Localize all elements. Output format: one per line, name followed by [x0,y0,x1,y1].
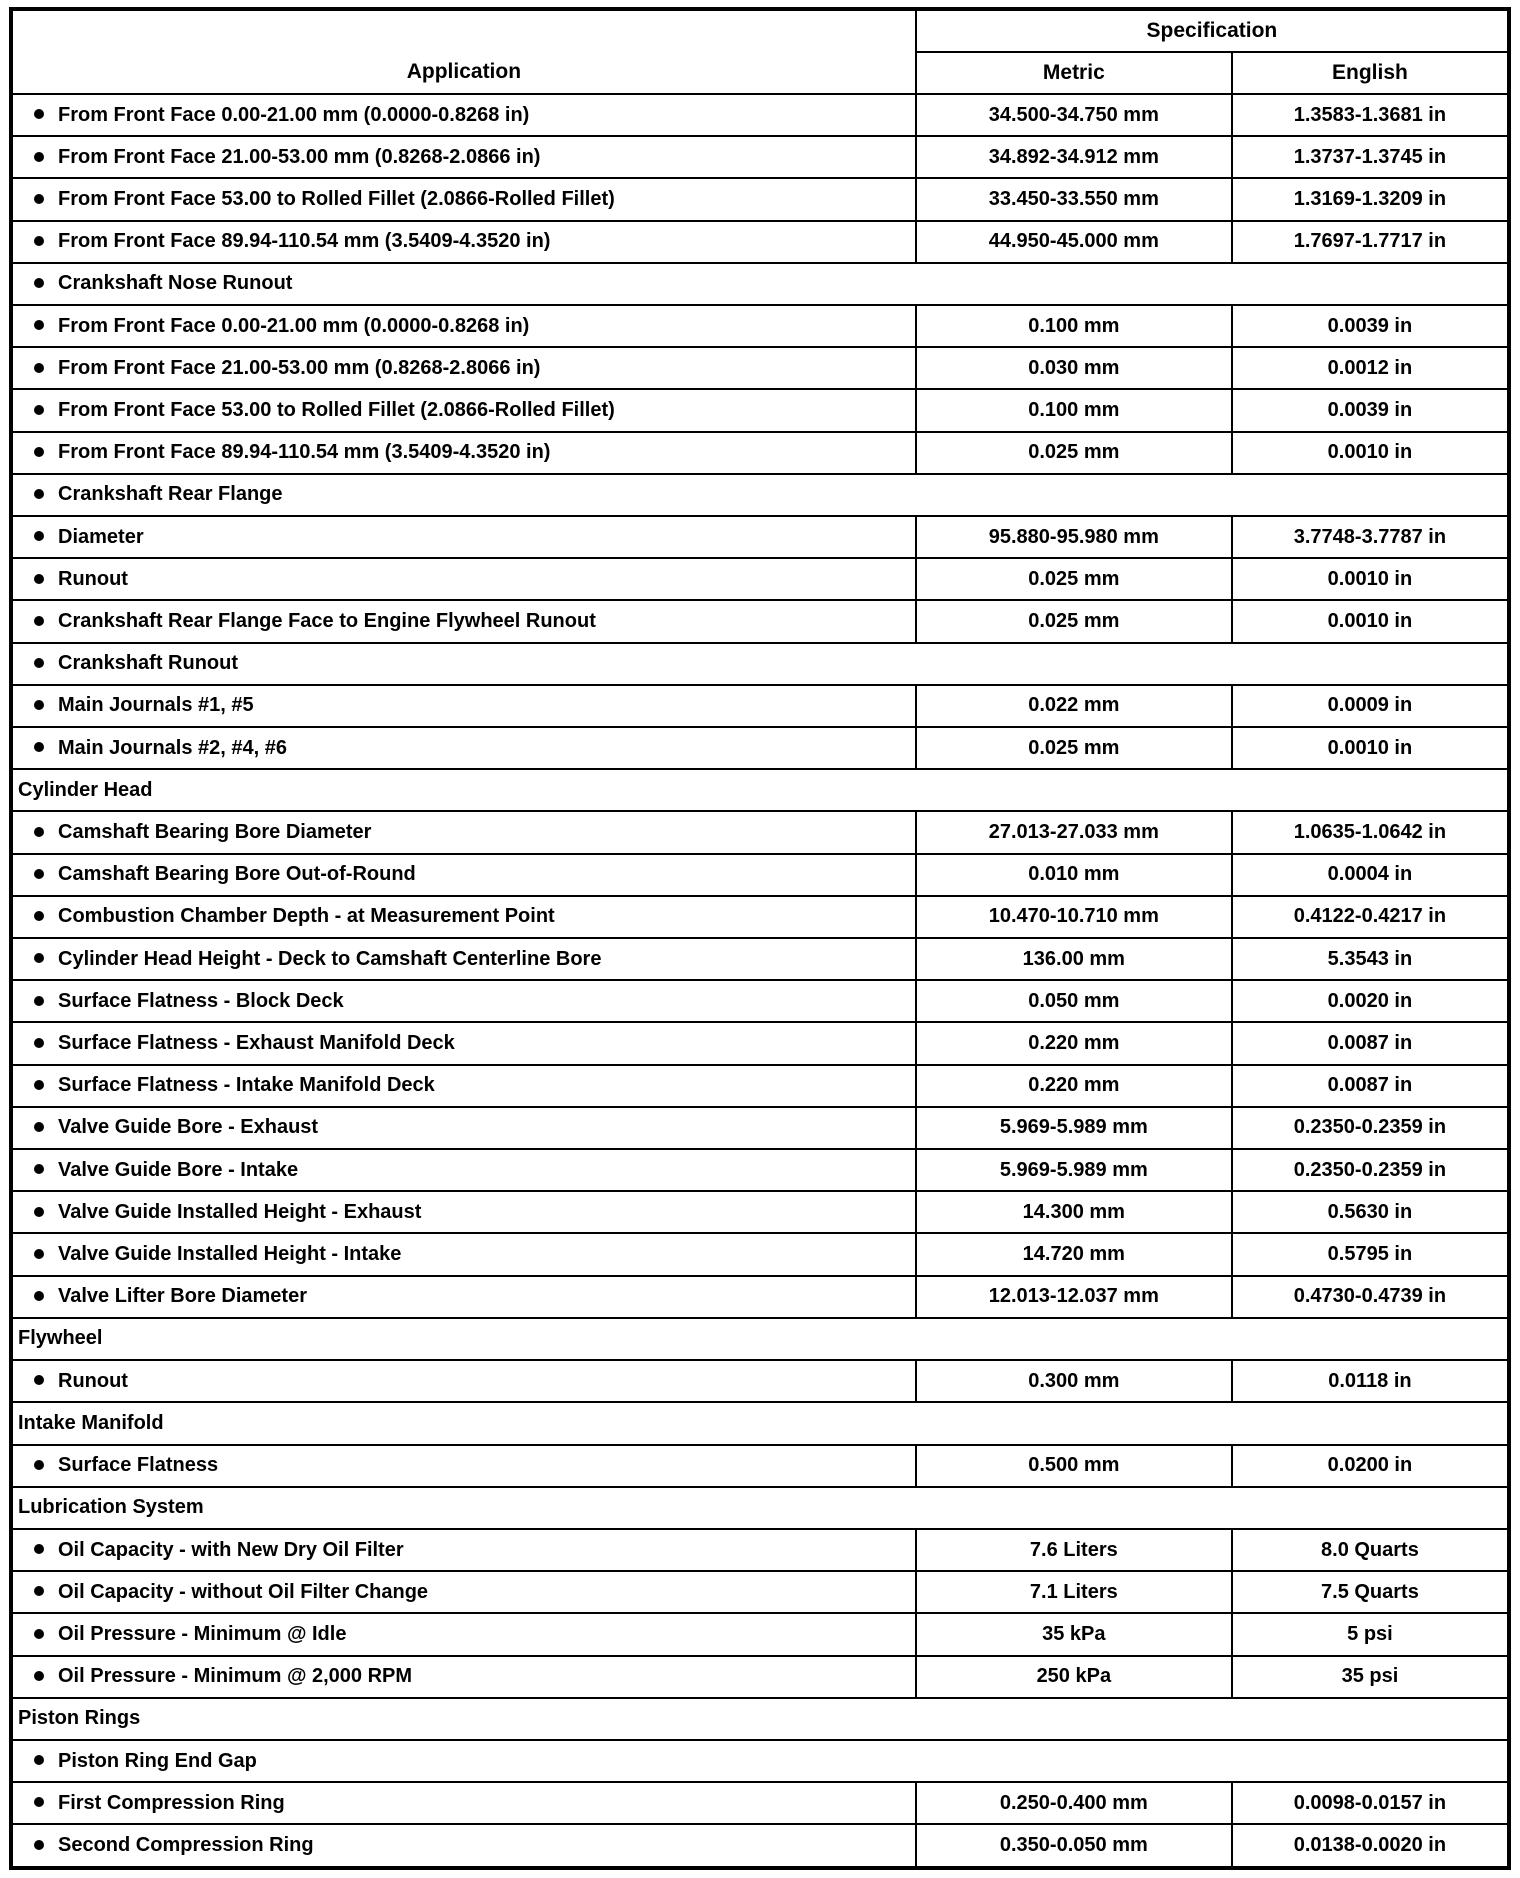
application-label: Runout [58,1369,128,1392]
english-value: 8.0 Quarts [1232,1529,1509,1571]
section-cell [11,643,1509,685]
application-label: Camshaft Bearing Bore Out-of-Round [58,863,416,886]
application-cell [11,221,916,263]
english-value: 35 psi [1232,1656,1509,1698]
application-cell [11,1656,916,1698]
table-row [11,1824,1509,1868]
table-row [11,1613,1509,1655]
bullet-icon [34,742,44,752]
application-label: From Front Face 53.00 to Rolled Fillet (2.0866-Rolled Fillet) [58,399,615,422]
table-row [11,178,1509,220]
section-label: Piston Ring End Gap [58,1749,257,1772]
application-label: Crankshaft Rear Flange Face to Engine Flywheel Runout [58,610,596,633]
application-label: Surface Flatness - Intake Manifold Deck [58,1074,435,1097]
english-value: 0.0010 in [1232,727,1509,769]
metric-value: 7.1 Liters [916,1571,1232,1613]
table-row [11,854,1509,896]
bullet-icon [34,363,44,373]
application-cell [11,1065,916,1107]
english-value: 3.7748-3.7787 in [1232,516,1509,558]
section-row [11,1402,1509,1444]
table-row [11,1360,1509,1402]
bullet-icon [34,1797,44,1807]
application-cell [11,685,916,727]
application-cell [11,432,916,474]
application-cell [11,347,916,389]
application-label: Surface Flatness - Block Deck [58,989,344,1012]
table-row [11,727,1509,769]
table-row [11,1107,1509,1149]
table-row [11,685,1509,727]
english-value: 0.0098-0.0157 in [1232,1782,1509,1824]
application-cell [11,727,916,769]
application-cell [11,94,916,136]
metric-value: 0.030 mm [916,347,1232,389]
application-cell [11,1360,916,1402]
application-label: Oil Pressure - Minimum @ 2,000 RPM [58,1665,413,1688]
metric-value: 0.300 mm [916,1360,1232,1402]
metric-value: 14.720 mm [916,1233,1232,1275]
section-label: Crankshaft Runout [58,652,238,675]
bullet-icon [34,489,44,499]
bullet-icon [34,1544,44,1554]
bullet-icon [34,574,44,584]
english-value: 0.5630 in [1232,1191,1509,1233]
section-cell [11,769,1509,811]
english-value: 0.0039 in [1232,305,1509,347]
specifications-table [9,7,1511,1870]
application-cell [11,1107,916,1149]
english-value: 0.0039 in [1232,389,1509,431]
application-cell [11,600,916,642]
english-value: 0.0004 in [1232,854,1509,896]
application-label: Valve Guide Installed Height - Exhaust [58,1200,422,1223]
table-row [11,1656,1509,1698]
english-value: 1.3737-1.3745 in [1232,136,1509,178]
bullet-icon [34,236,44,246]
metric-value: 34.500-34.750 mm [916,94,1232,136]
application-cell [11,980,916,1022]
section-label: Flywheel [18,1327,103,1350]
application-cell [11,811,916,853]
application-label: From Front Face 0.00-21.00 mm (0.0000-0.8268 in) [58,314,530,337]
application-cell [11,136,916,178]
table-row [11,1191,1509,1233]
application-label: Oil Pressure - Minimum @ Idle [58,1622,347,1645]
table-row [11,389,1509,431]
bullet-icon [34,1164,44,1174]
table-row [11,1571,1509,1613]
metric-value: 250 kPa [916,1656,1232,1698]
bullet-icon [34,1460,44,1470]
application-cell [11,1149,916,1191]
application-cell [11,896,916,938]
metric-value: 0.025 mm [916,600,1232,642]
metric-value: 0.010 mm [916,854,1232,896]
bullet-icon [34,953,44,963]
english-value: 5 psi [1232,1613,1509,1655]
table-row [11,347,1509,389]
table-row [11,1445,1509,1487]
bullet-icon [34,109,44,119]
section-label: Lubrication System [18,1496,204,1519]
english-value: 0.4730-0.4739 in [1232,1276,1509,1318]
english-value: 1.7697-1.7717 in [1232,221,1509,263]
metric-value: 0.500 mm [916,1445,1232,1487]
bullet-icon [34,152,44,162]
metric-value: 0.022 mm [916,685,1232,727]
metric-value: 95.880-95.980 mm [916,516,1232,558]
english-value: 0.0009 in [1232,685,1509,727]
bullet-icon [34,1629,44,1639]
application-label: From Front Face 21.00-53.00 mm (0.8268-2.8066 in) [58,356,541,379]
bullet-icon [34,1291,44,1301]
section-label: Cylinder Head [18,778,153,801]
bullet-icon [34,658,44,668]
section-row [11,1487,1509,1529]
application-cell [11,1824,916,1868]
header-row-top [11,9,1509,52]
bullet-icon [34,1586,44,1596]
bullet-icon [34,1755,44,1765]
section-label: Crankshaft Nose Runout [58,272,293,295]
section-row [11,474,1509,516]
metric-value: 0.100 mm [916,305,1232,347]
application-label: Valve Guide Bore - Intake [58,1158,299,1181]
english-value: 0.0010 in [1232,432,1509,474]
metric-value: 0.100 mm [916,389,1232,431]
application-cell [11,1613,916,1655]
application-cell [11,854,916,896]
bullet-icon [34,1080,44,1090]
metric-value: 0.025 mm [916,727,1232,769]
section-cell [11,1318,1509,1360]
application-label: Oil Capacity - without Oil Filter Change [58,1580,429,1603]
metric-value: 33.450-33.550 mm [916,178,1232,220]
table-row [11,811,1509,853]
english-value: 0.0118 in [1232,1360,1509,1402]
section-label: Piston Rings [18,1707,141,1730]
bullet-icon [34,1038,44,1048]
application-cell [11,1782,916,1824]
english-value: 0.0010 in [1232,558,1509,600]
application-cell [11,1529,916,1571]
application-label: Valve Lifter Bore Diameter [58,1285,307,1308]
section-cell [11,1402,1509,1444]
metric-value: 0.220 mm [916,1065,1232,1107]
application-label: First Compression Ring [58,1791,285,1814]
section-row [11,263,1509,305]
metric-value: 0.050 mm [916,980,1232,1022]
table-row [11,136,1509,178]
application-label: Oil Capacity - with New Dry Oil Filter [58,1538,404,1561]
bullet-icon [34,1207,44,1217]
table-row [11,1149,1509,1191]
table-header [11,9,1509,94]
bullet-icon [34,320,44,330]
application-label: Second Compression Ring [58,1834,314,1857]
bullet-icon [34,827,44,837]
application-cell [11,178,916,220]
application-label: Cylinder Head Height - Deck to Camshaft Centerline Bore [58,947,602,970]
application-cell [11,389,916,431]
application-cell [11,516,916,558]
bullet-icon [34,616,44,626]
table-row [11,221,1509,263]
english-value: 5.3543 in [1232,938,1509,980]
bullet-icon [34,194,44,204]
metric-value: 5.969-5.989 mm [916,1107,1232,1149]
table-row [11,1065,1509,1107]
application-label: Combustion Chamber Depth - at Measurement Point [58,905,555,928]
application-cell [11,1022,916,1064]
bullet-icon [34,996,44,1006]
application-cell [11,305,916,347]
english-value: 0.2350-0.2359 in [1232,1149,1509,1191]
english-value: 0.0020 in [1232,980,1509,1022]
english-value: 1.3169-1.3209 in [1232,178,1509,220]
english-value: 0.5795 in [1232,1233,1509,1275]
table-row [11,1782,1509,1824]
section-cell [11,1740,1509,1782]
bullet-icon [34,531,44,541]
section-label: Crankshaft Rear Flange [58,483,283,506]
spec-table-body [11,94,1509,1868]
metric-value: 0.350-0.050 mm [916,1824,1232,1868]
english-column-header: English [1232,52,1509,94]
english-value: 0.0087 in [1232,1065,1509,1107]
table-row [11,980,1509,1022]
table-row [11,432,1509,474]
english-value: 0.0010 in [1232,600,1509,642]
english-value: 1.0635-1.0642 in [1232,811,1509,853]
application-cell [11,1445,916,1487]
application-label: Surface Flatness - Exhaust Manifold Deck [58,1032,455,1055]
section-cell [11,474,1509,516]
metric-value: 35 kPa [916,1613,1232,1655]
application-label: Diameter [58,525,144,548]
metric-value: 0.025 mm [916,558,1232,600]
metric-value: 0.220 mm [916,1022,1232,1064]
table-row [11,1276,1509,1318]
metric-value: 7.6 Liters [916,1529,1232,1571]
application-label: Main Journals #2, #4, #6 [58,736,287,759]
application-label: Runout [58,567,128,590]
table-row [11,1022,1509,1064]
metric-column-header: Metric [916,52,1232,94]
metric-value: 5.969-5.989 mm [916,1149,1232,1191]
section-row [11,769,1509,811]
table-row [11,896,1509,938]
table-row [11,938,1509,980]
english-value: 7.5 Quarts [1232,1571,1509,1613]
bullet-icon [34,447,44,457]
english-value: 0.0012 in [1232,347,1509,389]
metric-value: 44.950-45.000 mm [916,221,1232,263]
table-row [11,1233,1509,1275]
bullet-icon [34,278,44,288]
english-value: 0.4122-0.4217 in [1232,896,1509,938]
application-cell [11,1571,916,1613]
table-row [11,1529,1509,1571]
table-row [11,600,1509,642]
application-label: From Front Face 53.00 to Rolled Fillet (2.0866-Rolled Fillet) [58,188,615,210]
metric-value: 136.00 mm [916,938,1232,980]
section-row [11,1698,1509,1740]
section-cell [11,263,1509,305]
application-label: From Front Face 21.00-53.00 mm (0.8268-2.0866 in) [58,145,541,168]
metric-value: 0.025 mm [916,432,1232,474]
english-value: 1.3583-1.3681 in [1232,94,1509,136]
table-row [11,558,1509,600]
metric-value: 12.013-12.037 mm [916,1276,1232,1318]
application-cell [11,1276,916,1318]
specification-column-header: Specification [916,9,1509,52]
metric-value: 27.013-27.033 mm [916,811,1232,853]
bullet-icon [34,1249,44,1259]
application-cell [11,1191,916,1233]
english-value: 0.2350-0.2359 in [1232,1107,1509,1149]
table-row [11,305,1509,347]
bullet-icon [34,911,44,921]
application-label: Valve Guide Bore - Exhaust [58,1116,319,1139]
section-label: Intake Manifold [18,1411,164,1434]
bullet-icon [34,1840,44,1850]
section-cell [11,1698,1509,1740]
bullet-icon [34,700,44,710]
table-row [11,94,1509,136]
application-cell [11,558,916,600]
section-row [11,1318,1509,1360]
section-row [11,1740,1509,1782]
application-label: Surface Flatness [58,1454,219,1477]
section-row [11,643,1509,685]
english-value: 0.0200 in [1232,1445,1509,1487]
english-value: 0.0087 in [1232,1022,1509,1064]
table-row [11,516,1509,558]
application-label: From Front Face 0.00-21.00 mm (0.0000-0.8268 in) [58,103,530,126]
application-label: Main Journals #1, #5 [58,694,254,717]
metric-value: 14.300 mm [916,1191,1232,1233]
bullet-icon [34,1122,44,1132]
metric-value: 0.250-0.400 mm [916,1782,1232,1824]
metric-value: 34.892-34.912 mm [916,136,1232,178]
application-label: From Front Face 89.94-110.54 mm (3.5409-4.3520 in) [58,230,551,253]
application-cell [11,938,916,980]
english-value: 0.0138-0.0020 in [1232,1824,1509,1868]
application-cell [11,1233,916,1275]
application-label: Camshaft Bearing Bore Diameter [58,821,372,844]
bullet-icon [34,1671,44,1681]
bullet-icon [34,405,44,415]
section-cell [11,1487,1509,1529]
bullet-icon [34,1375,44,1385]
application-column-header: Application [11,9,916,94]
bullet-icon [34,869,44,879]
application-label: From Front Face 89.94-110.54 mm (3.5409-4.3520 in) [58,441,551,464]
application-label: Valve Guide Installed Height - Intake [58,1243,402,1266]
metric-value: 10.470-10.710 mm [916,896,1232,938]
